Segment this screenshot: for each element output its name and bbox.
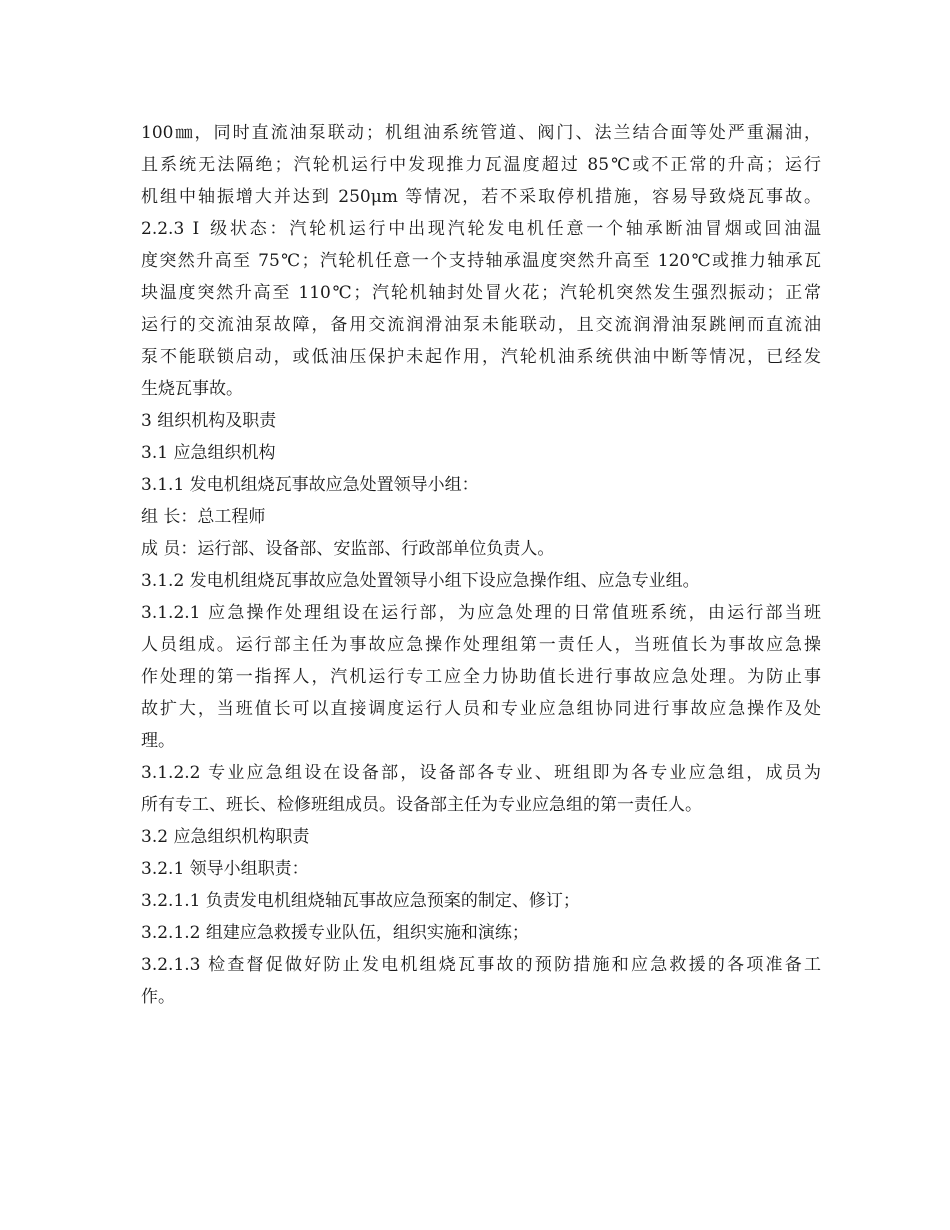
text-line: 3.1.1 发电机组烧瓦事故应急处置领导小组：	[141, 475, 479, 495]
text-line: 所有专工、班长、检修班组成员。设备部主任为专业应急组的第一责任人。	[141, 795, 702, 815]
text-line: 3.1 应急组织机构	[141, 443, 276, 463]
text-line: 3.2.1.1 负责发电机组烧轴瓦事故应急预案的制定、修订；	[141, 891, 580, 911]
text-line: 3.2.1.2 组建应急救援专业队伍，组织实施和演练；	[141, 923, 529, 943]
text-line: 理。	[141, 731, 175, 751]
text-line: 3.1.2 发电机组烧瓦事故应急处置领导小组下设应急操作组、应急专业组。	[141, 571, 700, 591]
text-line: 生烧瓦事故。	[141, 379, 243, 399]
text-line: 运行的交流油泵故障，备用交流润滑油泵未能联动，且交流润滑油泵跳闸而直流油	[141, 315, 821, 335]
text-line: 3.2.1 领导小组职责：	[141, 859, 309, 879]
text-line: 组 长：总工程师	[141, 507, 266, 527]
text-line: 3.1.2.1 应急操作处理组设在运行部，为应急处理的日常值班系统，由运行部当班	[141, 603, 821, 623]
text-line: 3.1.2.2 专业应急组设在设备部，设备部各专业、班组即为各专业应急组，成员为	[141, 763, 821, 783]
text-line: 作。	[141, 987, 175, 1007]
text-line: 成 员：运行部、设备部、安监部、行政部单位负责人。	[141, 539, 555, 559]
text-line: 人员组成。运行部主任为事故应急操作处理组第一责任人，当班值长为事故应急操	[141, 635, 821, 655]
text-line: 故扩大，当班值长可以直接调度运行人员和专业应急组协同进行事故应急操作及处	[141, 699, 821, 719]
text-line: 100㎜，同时直流油泵联动；机组油系统管道、阀门、法兰结合面等处严重漏油，	[141, 123, 821, 143]
text-line: 3 组织机构及职责	[141, 411, 277, 431]
text-line: 3.2 应急组织机构职责	[141, 827, 310, 847]
text-line: 机组中轴振增大并达到 250μm 等情况，若不采取停机措施，容易导致烧瓦事故。	[141, 187, 821, 207]
text-line: 泵不能联锁启动，或低油压保护未起作用，汽轮机油系统供油中断等情况，已经发	[141, 347, 821, 367]
text-line: 2.2.3 Ⅰ 级状态：汽轮机运行中出现汽轮发电机任意一个轴承断油冒烟或回油温	[141, 219, 821, 239]
text-line: 且系统无法隔绝；汽轮机运行中发现推力瓦温度超过 85℃或不正常的升高；运行	[141, 155, 821, 175]
text-line: 度突然升高至 75℃；汽轮机任意一个支持轴承温度突然升高至 120℃或推力轴承瓦	[141, 251, 821, 271]
document-body	[141, 117, 821, 1013]
text-line: 3.2.1.3 检查督促做好防止发电机组烧瓦事故的预防措施和应急救援的各项准备工	[141, 955, 821, 975]
text-line: 块温度突然升高至 110℃；汽轮机轴封处冒火花；汽轮机突然发生强烈振动；正常	[141, 283, 821, 303]
text-line: 作处理的第一指挥人，汽机运行专工应全力协助值长进行事故应急处理。为防止事	[141, 667, 821, 687]
